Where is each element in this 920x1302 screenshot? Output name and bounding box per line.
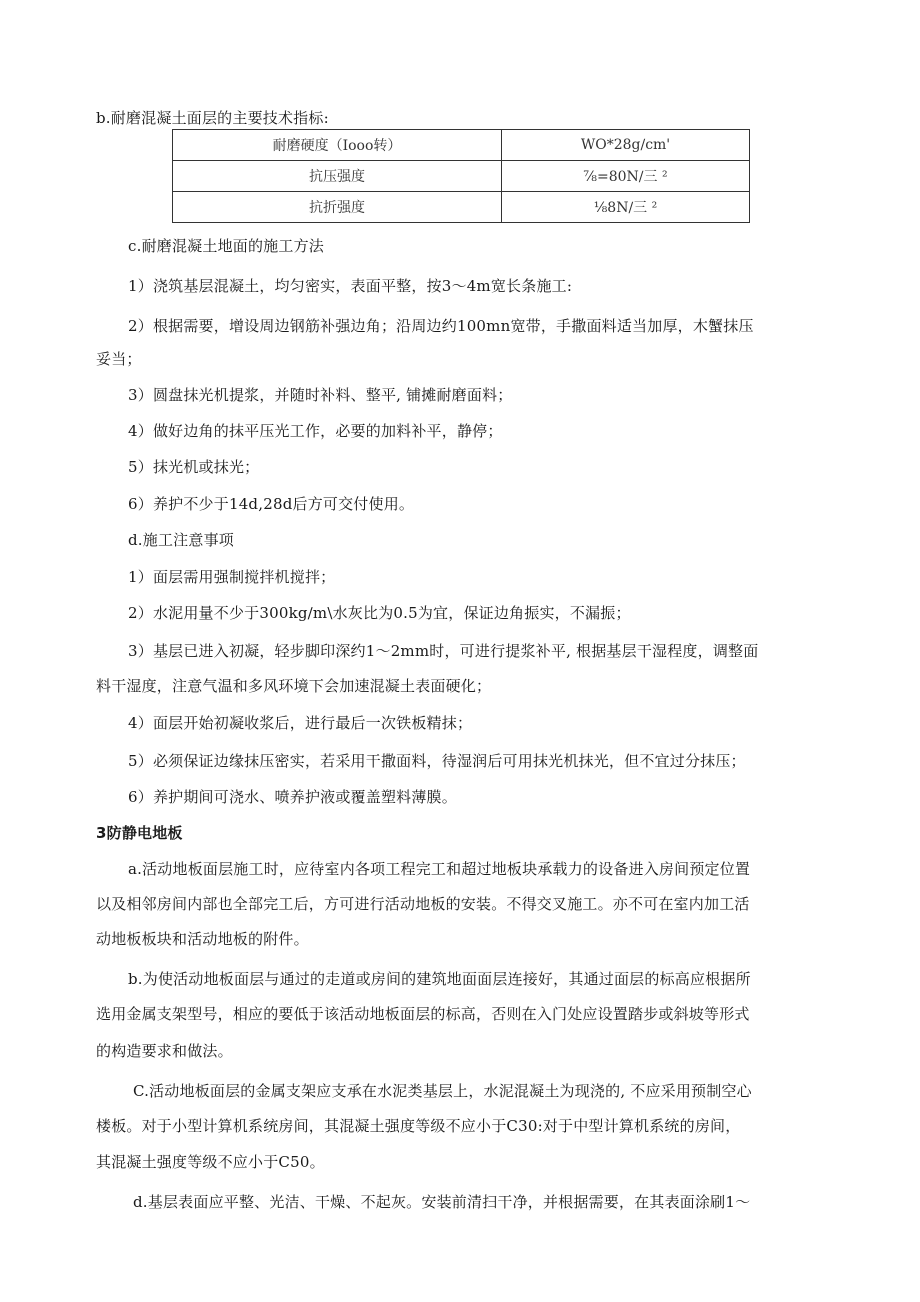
- paragraph-line: 6）养护不少于14d,28d后方可交付使用。: [128, 495, 415, 513]
- paragraph-line: a.活动地板面层施工时，应待室内各项工程完工和超过地板块承载力的设备进入房间预定位置: [128, 860, 751, 878]
- table-row: [173, 192, 750, 223]
- paragraph-line: 楼板。对于小型计算机系统房间，其混凝土强度等级不应小于C30:对于中型计算机系统的房间，: [96, 1117, 741, 1135]
- section-heading-d: d.施工注意事项: [128, 531, 234, 549]
- paragraph-line: 5）必须保证边缘抹压密实，若采用干撒面料，待湿润后可用抹光机抹光，但不宜过分抹压；: [128, 752, 746, 770]
- table-cell-value: WO*28g∕cm': [502, 130, 750, 161]
- paragraph-line: 2）水泥用量不少于300kg∕m\水灰比为0.5为宜，保证边角振实，不漏振；: [128, 604, 631, 622]
- paragraph-line: 3）圆盘抹光机提浆，并随时补料、整平, 铺摊耐磨面料；: [128, 386, 513, 404]
- table-cell-label: 抗折强度: [173, 192, 502, 223]
- paragraph-line: d.基层表面应平整、光洁、干燥、不起灰。安装前清扫干净，并根据需要，在其表面涂刷1～: [133, 1193, 751, 1211]
- paragraph-line: 1）面层需用强制搅拌机搅拌；: [128, 568, 336, 586]
- spec-table: [172, 129, 750, 223]
- paragraph-line: 5）抹光机或抹光；: [128, 458, 260, 476]
- paragraph-line: 的构造要求和做法。: [96, 1042, 233, 1060]
- paragraph-line: 1）浇筑基层混凝土，均匀密实，表面平整，按3～4m宽长条施工:: [128, 277, 573, 295]
- paragraph-line: 3）基层已进入初凝，轻步脚印深约1～2mm时，可进行提浆补平, 根据基层干湿程度，调整面: [128, 642, 759, 660]
- section-heading-c: c.耐磨混凝土地面的施工方法: [128, 237, 324, 255]
- paragraph-line: 以及相邻房间内部也全部完工后，方可进行活动地板的安装。不得交叉施工。亦不可在室内加工活: [96, 895, 750, 913]
- table-row: [173, 161, 750, 192]
- paragraph-line: 妥当；: [96, 350, 142, 368]
- paragraph-line: 2）根据需要，增设周边钢筋补强边角；沿周边约100mn宽带，手撒面料适当加厚，木蟹抹压: [128, 317, 754, 335]
- paragraph-line: 6）养护期间可浇水、喷养护液或覆盖塑料薄膜。: [128, 788, 457, 806]
- paragraph-line: 选用金属支架型号，相应的要低于该活动地板面层的标高，否则在入门处应设置踏步或斜坡等形式: [96, 1005, 750, 1023]
- section-heading-3: 3防静电地板: [96, 824, 183, 842]
- paragraph-line: 动地板板块和活动地板的附件。: [96, 930, 309, 948]
- table-cell-label: 抗压强度: [173, 161, 502, 192]
- paragraph-line: 4）做好边角的抹平压光工作，必要的加料补平，静停；: [128, 422, 503, 440]
- table-cell-label: 耐磨硬度（Iooo转）: [173, 130, 502, 161]
- paragraph-line: 其混凝土强度等级不应小于C50。: [96, 1153, 325, 1171]
- table-cell-value: ⅛8N∕三 ²: [502, 192, 750, 223]
- table-row: [173, 130, 750, 161]
- paragraph-line: 料干湿度，注意气温和多风环境下会加速混凝土表面硬化；: [96, 677, 492, 695]
- paragraph-line: C.活动地板面层的金属支架应支承在水泥类基层上，水泥混凝土为现浇的, 不应采用预制空心: [133, 1082, 752, 1100]
- paragraph-line: b.为使活动地板面层与通过的走道或房间的建筑地面面层连接好，其通过面层的标高应根据所: [128, 970, 751, 988]
- table-intro: b.耐磨混凝土面层的主要技术指标:: [96, 109, 329, 127]
- paragraph-line: 4）面层开始初凝收浆后，进行最后一次铁板精抹；: [128, 714, 473, 732]
- table-cell-value: ⅞=80N∕三 ²: [502, 161, 750, 192]
